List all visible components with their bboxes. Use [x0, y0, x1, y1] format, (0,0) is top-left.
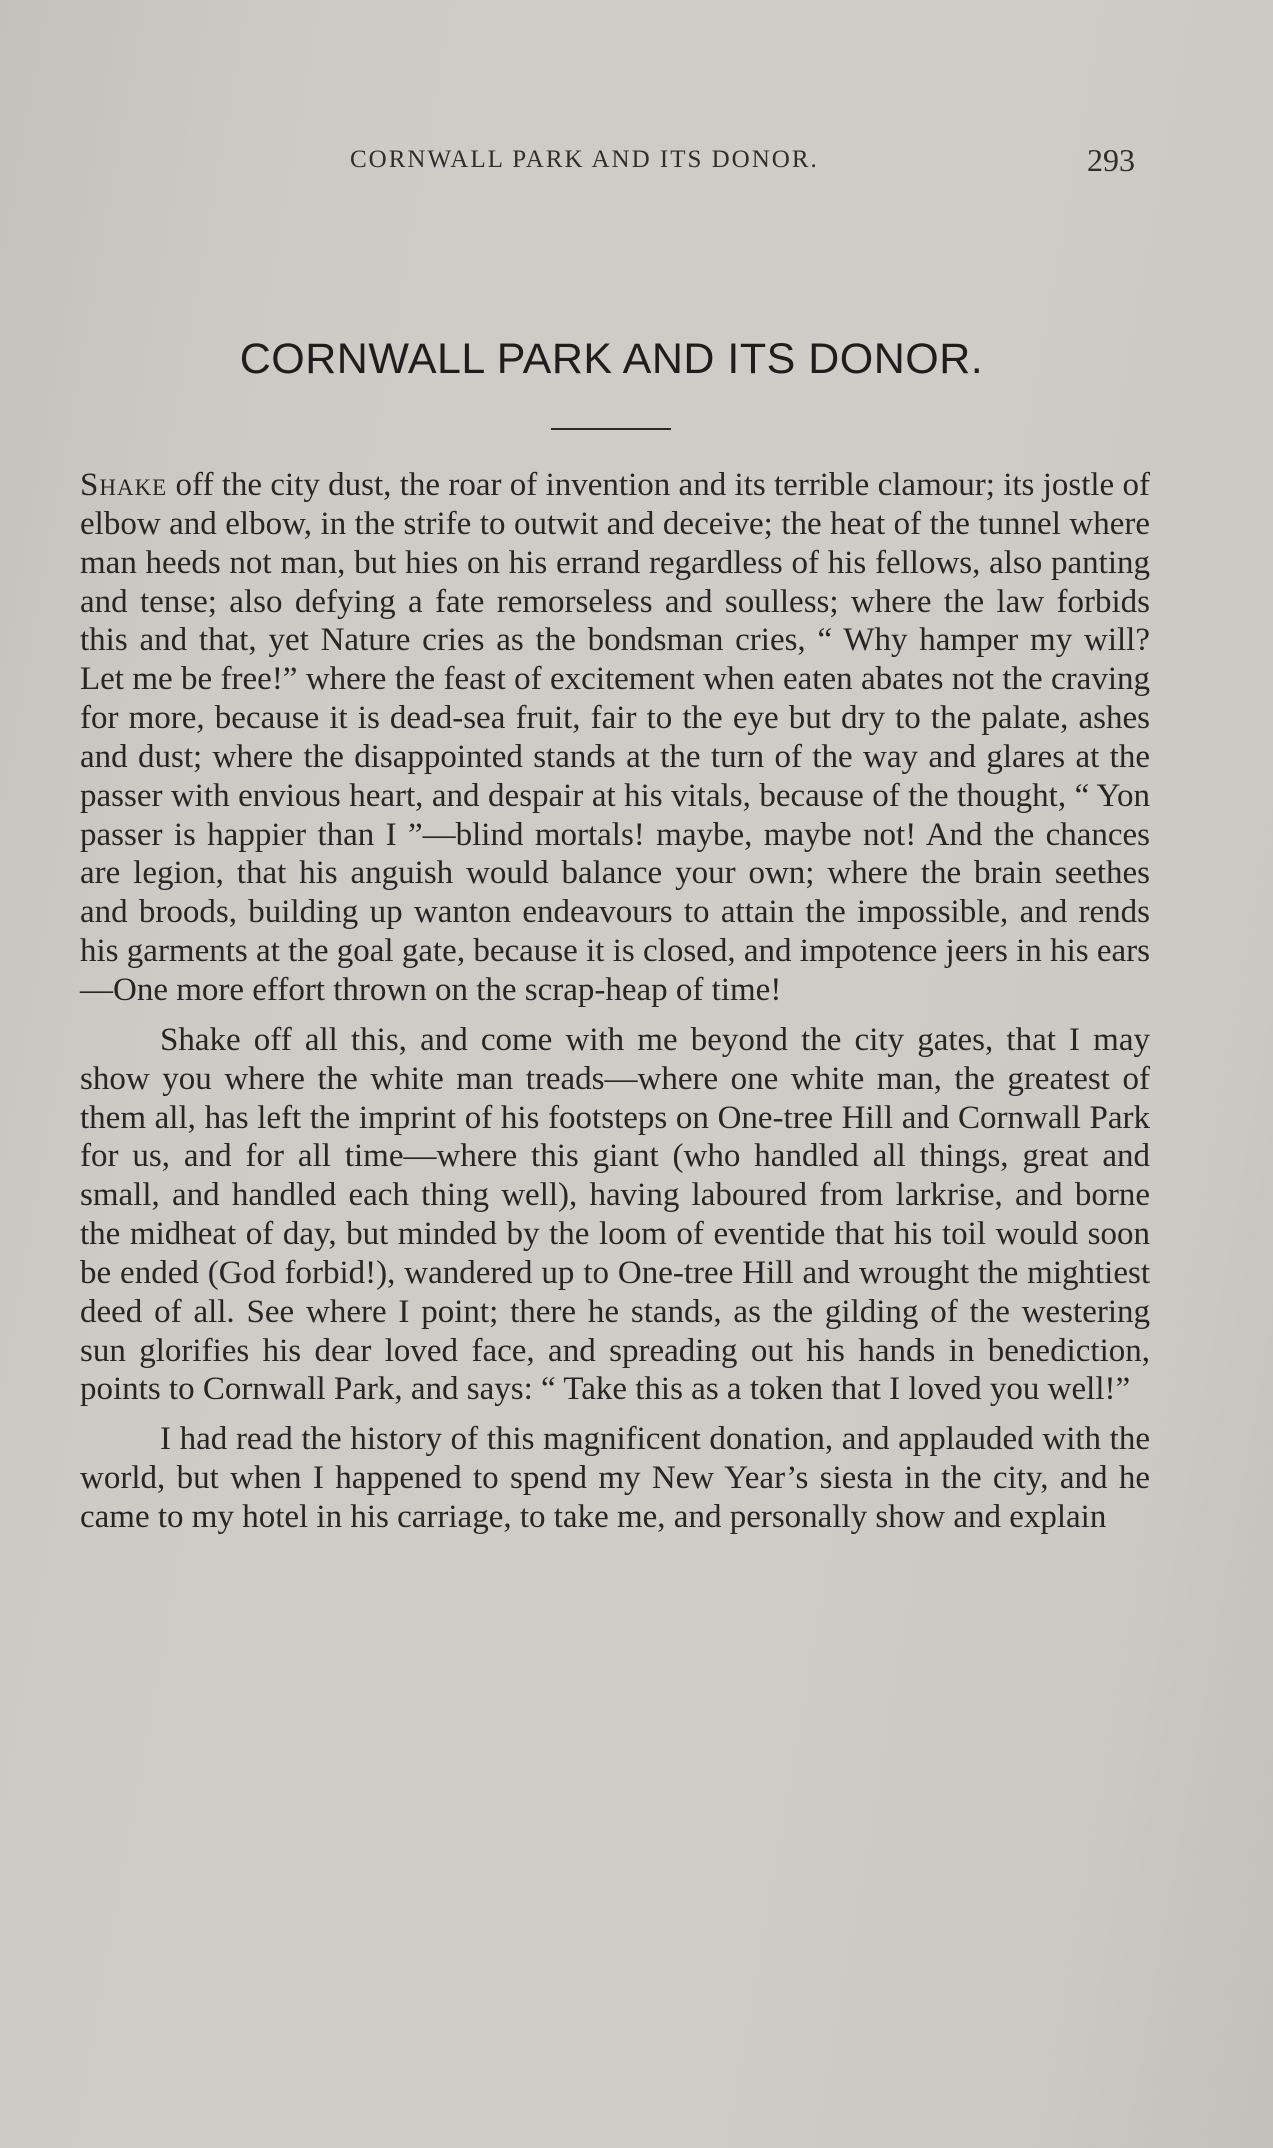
page-number: 293 — [1087, 142, 1135, 178]
title-rule — [551, 428, 671, 430]
paragraph-1-text: off the city dust, the roar of invention and its terrible clamour; its jostle of elbow and elbow, in the strife to outwit and deceive; the heat of the tunnel where man heeds not man, but hies on his errand regardless of his fellows, also panting and tense; also defying a fate remorseless and soulless; where the law forbids this and that, yet Nature cries as the bondsman cries, “ Why hamper my will? Let me be free!” where the feast of excitement when eaten abates not the craving for more, because it is dead-sea fruit, fair to the eye but dry to the palate, ashes and dust; where the disappointed stands at the turn of the way and glares at the passer with envious heart, and despair at his vitals, because of the thought, “ Yon passer is happier than I ”—blind mortals! maybe, maybe not! And the chances are legion, that his anguish would balance your own; where the brain seethes and broods, building up wanton endeavours to attain the impossible, and rends his garments at the goal gate, because it is closed, and impotence jeers in his ears—One more effort thrown on the scrap-heap of time! — [80, 467, 1150, 1008]
body-text — [80, 466, 1150, 1548]
paragraph-2: Shake off all this, and come with me beyond the city gates, that I may show you where the white man treads—where one white man, the greatest of them all, has left the imprint of his footsteps on One-tree Hill and Cornwall Park for us, and for all time—where this giant (who handled all things, great and small, and handled each thing well), having laboured from larkrise, and borne the midheat of day, but minded by the loom of eventide that his toil would soon be ended (God forbid!), wandered up to One-tree Hill and wrought the mightiest deed of all. See where I point; there he stands, as the gilding of the westering sun glorifies his dear loved face, and spreading out his hands in benediction, points to Cornwall Park, and says: “ Take this as a token that I loved you well!” — [80, 1021, 1150, 1408]
chapter-title: CORNWALL PARK AND ITS DONOR. — [239, 335, 984, 383]
running-head: CORNWALL PARK AND ITS DONOR. — [350, 146, 819, 173]
paragraph-1-lead-word: Shake — [80, 467, 168, 503]
paragraph-1 — [80, 466, 1150, 1010]
paragraph-3: I had read the history of this magnificent donation, and applauded with the world, but when I happened to spend my New Year’s siesta in the city, and he came to my hotel in his carriage, to take me, and personally show and explain — [80, 1421, 1150, 1535]
